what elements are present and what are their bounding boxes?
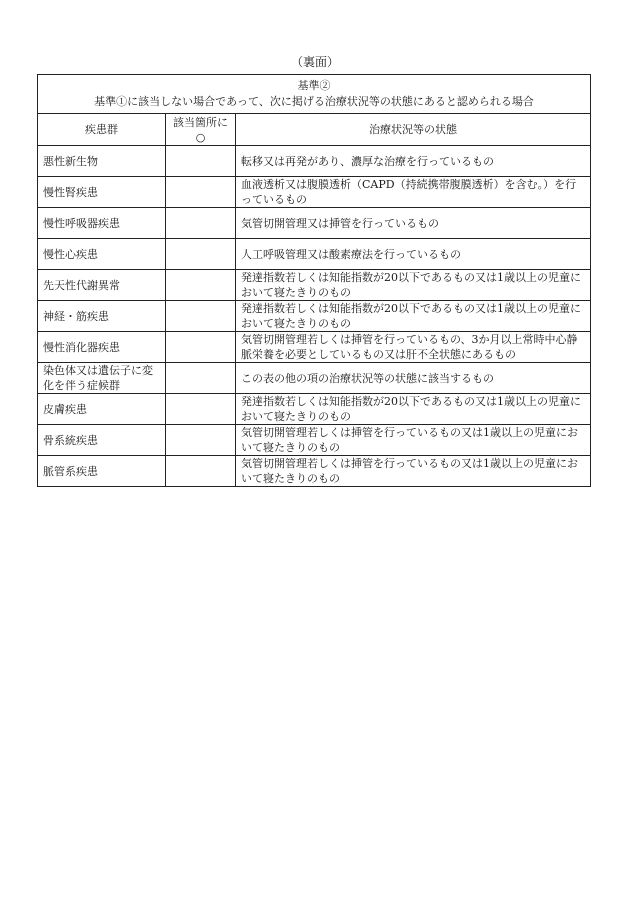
mark-cell[interactable] (166, 332, 236, 363)
table-row (38, 208, 591, 239)
table-row (38, 332, 591, 363)
page-side-label: （裏面） (290, 55, 339, 69)
criteria-banner-row (38, 75, 591, 114)
condition-cell: この表の他の項の治療状況等の状態に該当するもの (236, 363, 591, 394)
disease-cell: 慢性腎疾患 (38, 177, 166, 208)
header-disease-group: 疾患群 (38, 114, 166, 146)
criteria-table (37, 74, 591, 487)
disease-cell: 皮膚疾患 (38, 394, 166, 425)
mark-cell[interactable] (166, 363, 236, 394)
mark-cell[interactable] (166, 177, 236, 208)
mark-cell[interactable] (166, 456, 236, 487)
condition-cell: 発達指数若しくは知能指数が20以下であるもの又は1歳以上の児童において寝たきりのもの (236, 270, 591, 301)
disease-cell: 脈管系疾患 (38, 456, 166, 487)
condition-cell: 発達指数若しくは知能指数が20以下であるもの又は1歳以上の児童において寝たきりのもの (236, 301, 591, 332)
disease-cell: 骨系統疾患 (38, 425, 166, 456)
table-row (38, 363, 591, 394)
disease-cell: 慢性心疾患 (38, 239, 166, 270)
criteria-title: 基準② (297, 79, 331, 92)
table-row (38, 239, 591, 270)
mark-cell[interactable] (166, 208, 236, 239)
table-header-row (38, 114, 591, 146)
table-row (38, 456, 591, 487)
condition-cell: 気管切開管理若しくは挿管を行っているもの又は1歳以上の児童において寝たきりのもの (236, 425, 591, 456)
mark-cell[interactable] (166, 146, 236, 177)
table-row (38, 177, 591, 208)
disease-cell: 染色体又は遺伝子に変化を伴う症候群 (38, 363, 166, 394)
table-row (38, 425, 591, 456)
disease-cell: 悪性新生物 (38, 146, 166, 177)
condition-cell: 気管切開管理若しくは挿管を行っているもの又は1歳以上の児童において寝たきりのもの (236, 456, 591, 487)
disease-cell: 慢性消化器疾患 (38, 332, 166, 363)
table-row (38, 394, 591, 425)
condition-cell: 発達指数若しくは知能指数が20以下であるもの又は1歳以上の児童において寝たきりのもの (236, 394, 591, 425)
mark-cell[interactable] (166, 425, 236, 456)
disease-cell: 慢性呼吸器疾患 (38, 208, 166, 239)
criteria-subtitle: 基準①に該当しない場合であって、次に掲げる治療状況等の状態にあると認められる場合 (94, 95, 534, 108)
table-row (38, 146, 591, 177)
header-applicable-mark: 該当箇所に○ (166, 114, 236, 146)
mark-cell[interactable] (166, 301, 236, 332)
table-row (38, 301, 591, 332)
criteria-banner (38, 75, 591, 114)
header-condition: 治療状況等の状態 (236, 114, 591, 146)
mark-cell[interactable] (166, 270, 236, 301)
disease-cell: 神経・筋疾患 (38, 301, 166, 332)
condition-cell: 血液透析又は腹膜透析（CAPD（持続携帯腹膜透析）を含む。）を行っているもの (236, 177, 591, 208)
mark-cell[interactable] (166, 239, 236, 270)
condition-cell: 気管切開管理若しくは挿管を行っているもの、3か月以上常時中心静脈栄養を必要としているもの又は肝不全状態にあるもの (236, 332, 591, 363)
condition-cell: 人工呼吸管理又は酸素療法を行っているもの (236, 239, 591, 270)
condition-cell: 転移又は再発があり、濃厚な治療を行っているもの (236, 146, 591, 177)
mark-cell[interactable] (166, 394, 236, 425)
table-row (38, 270, 591, 301)
condition-cell: 気管切開管理又は挿管を行っているもの (236, 208, 591, 239)
disease-cell: 先天性代謝異常 (38, 270, 166, 301)
